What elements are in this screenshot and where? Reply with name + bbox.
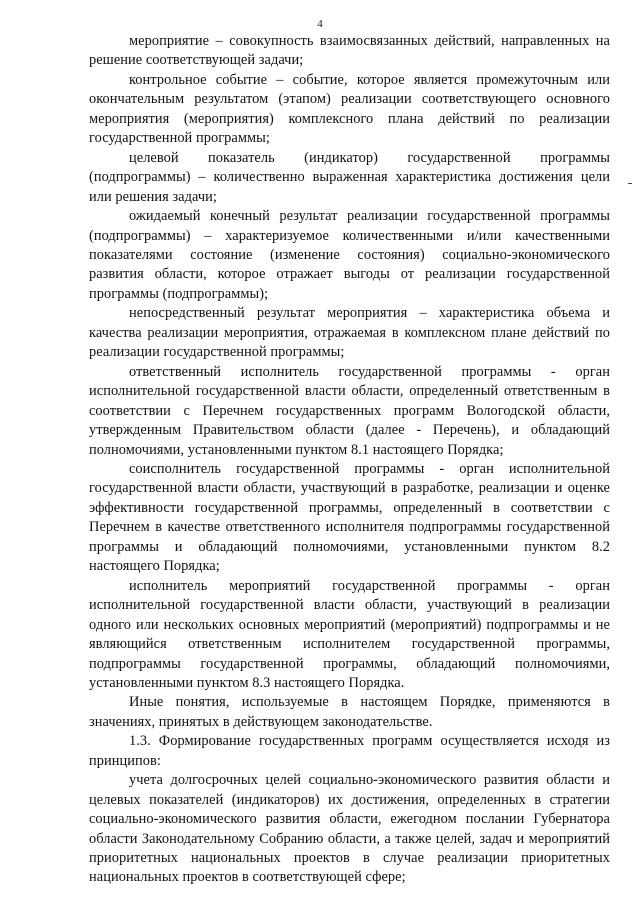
paragraph-responsible-executor: ответственный исполнитель государственной программы - орган исполнительной государственной власти области, определенный ответственным в соответствии с Перечнем государственных программ Вологодской области, утвержденным Правительством области (далее - Перечень), и обладающий полномочиями, установленными пунктом 8.1 настоящего Порядка; [89,363,610,458]
paragraph-event-definition: мероприятие – совокупность взаимосвязанных действий, направленных на решение соответствующей задачи; [89,33,610,69]
paragraph-control-event: контрольное событие – событие, которое является промежуточным или окончательным результатом (этапом) реализации соответствующего основного мероприятия (мероприятия) комплексного плана действий по реализации государственной программы; [89,71,610,147]
paragraph-other-concepts: Иные понятия, используемые в настоящем Порядке, применяются в значениях, принятых в действующем законодательстве. [89,694,610,730]
paragraph-principle-long-term-goals: учета долгосрочных целей социально-экономического развития области и целевых показателей (индикаторов) их достижения, определенных в стратегии социально-экономического развития области, ежегодном послании Губернатора области Законодательному Собранию области, а также целей, задач и мероприятий приоритетных национальных проектов в случае реализации приоритетных национальных проектов в соответствующей сфере; [89,772,610,886]
document-body [89,32,610,888]
paragraph-co-executor: соисполнитель государственной программы - орган исполнительной государственной власти области, участвующий в разработке, реализации и оценке эффективности государственной программы, определенный в соответствии с Перечнем в качестве ответственного исполнителя подпрограммы государственной программы и обладающий полномочиями, установленными пунктом 8.2 настоящего Порядка; [89,460,610,575]
margin-mark [628,183,632,184]
paragraph-target-indicator: целевой показатель (индикатор) государственной программы (подпрограммы) – количественно выраженная характеристика достижения цели или решения задачи; [89,149,610,205]
page-number: 4 [317,18,323,30]
paragraph-direct-result: непосредственный результат мероприятия – характеристика объема и качества реализации мероприятия, отражаемая в комплексном плане действий по реализации государственной программы; [89,305,610,361]
paragraph-section-1-3: 1.3. Формирование государственных программ осуществляется исходя из принципов: [89,733,610,769]
paragraph-expected-result: ожидаемый конечный результат реализации государственной программы (подпрограммы) – характеризуемое количественными и/или качественными показателями состояние (изменение состояния) социально-экономического развития области, которое отражает выгоды от реализации государственной программы (подпрограммы); [89,208,610,302]
paragraph-activity-executor: исполнитель мероприятий государственной программы - орган исполнительной государственной власти области, участвующий в реализации одного или нескольких основных мероприятий (мероприятий) подпрограммы и не являющийся ответственным исполнителем государственной программы, подпрограммы государственной программы, обладающий полномочиями, установленными пунктом 8.3 настоящего Порядка. [89,577,610,691]
